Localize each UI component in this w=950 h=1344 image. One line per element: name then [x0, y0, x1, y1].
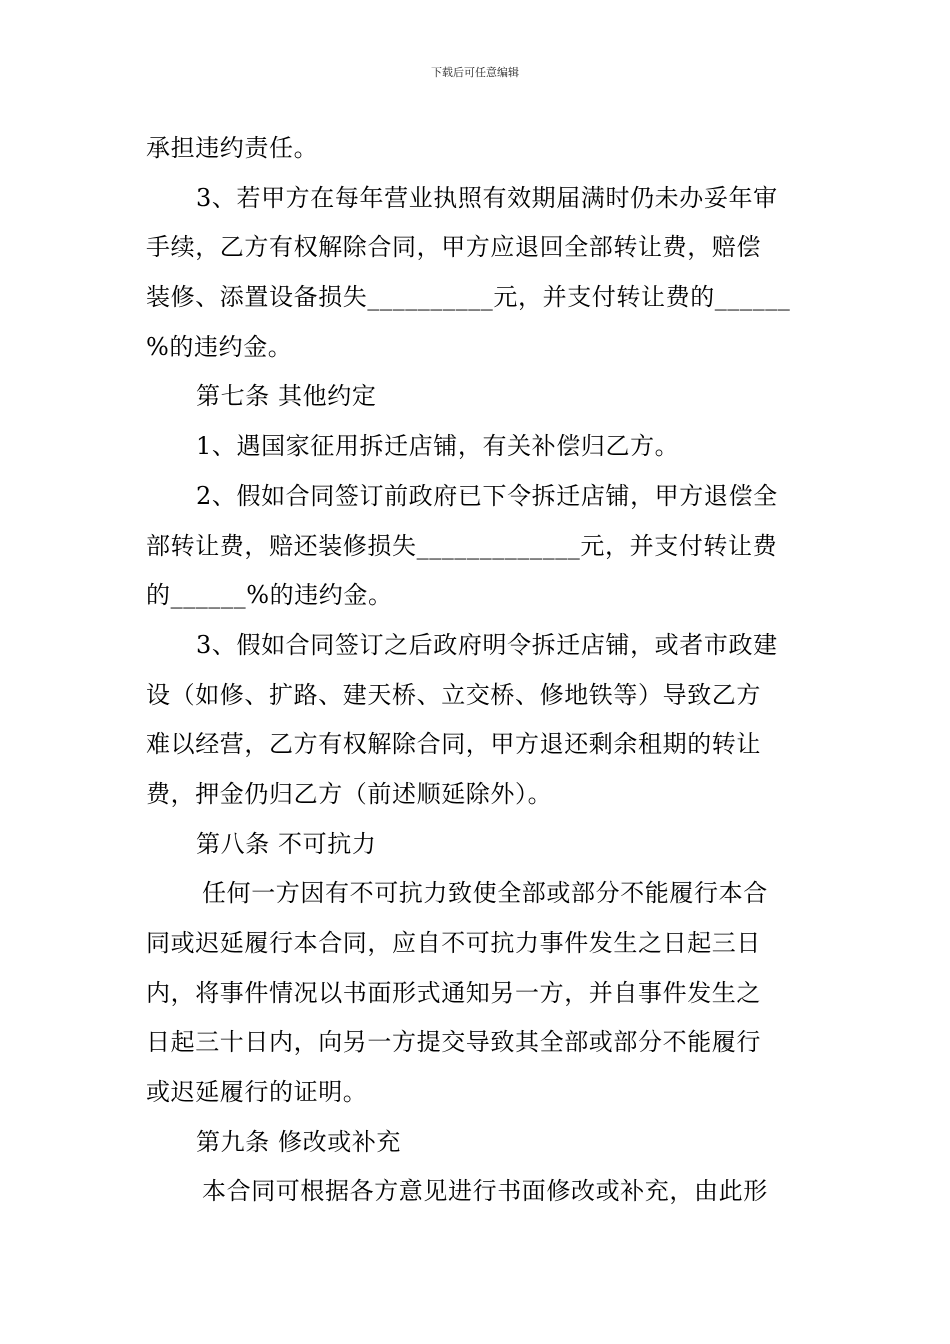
text-line: 本合同可根据各方意见进行书面修改或补充，由此形 [202, 1177, 768, 1206]
text-line: 部转让费，赔还装修损失_____________元，并支付转让费 [146, 531, 778, 560]
text-line: %的违约金。 [146, 332, 293, 361]
text-line: 或迟延履行的证明。 [146, 1078, 368, 1107]
text-line: 费，押金仍归乙方（前述顺延除外）。 [146, 779, 553, 808]
text-line: 同或迟延履行本合同，应自不可抗力事件发生之日起三日 [146, 929, 761, 957]
text-line: 承担违约责任。 [146, 134, 319, 162]
text-line: 日起三十日内，向另一方提交导致其全部或部分不能履行 [146, 1028, 761, 1057]
text-line: 3、若甲方在每年营业执照有效期届满时仍未办妥年审 [196, 183, 778, 212]
text-line: 的______%的违约金。 [146, 581, 393, 610]
document-body [146, 124, 806, 1217]
text-line: 装修、添置设备损失__________元，并支付转让费的______ [146, 283, 791, 312]
text-line: 设（如修、扩路、建天桥、立交桥、修地铁等）导致乙方 [146, 680, 761, 709]
section-heading: 第八条 不可抗力 [196, 829, 377, 858]
text-line: 3、假如合同签订之后政府明令拆迁店铺，或者市政建 [196, 630, 778, 659]
section-heading: 第九条 修改或补充 [196, 1127, 402, 1156]
text-line: 难以经营，乙方有权解除合同，甲方退还剩余租期的转让 [146, 730, 761, 759]
text-line: 2、假如合同签订前政府已下令拆迁店铺，甲方退偿全 [196, 481, 778, 510]
text-line: 任何一方因有不可抗力致使全部或部分不能履行本合 [202, 879, 768, 908]
text-line: 1、遇国家征用拆迁店铺，有关补偿归乙方。 [196, 432, 680, 461]
text-line: 内，将事件情况以书面形式通知另一方，并自事件发生之 [146, 978, 761, 1007]
text-line: 手续，乙方有权解除合同，甲方应退回全部转让费，赔偿 [146, 233, 761, 262]
section-heading: 第七条 其他约定 [196, 382, 377, 411]
page-header-note: 下载后可任意编辑 [431, 66, 519, 79]
